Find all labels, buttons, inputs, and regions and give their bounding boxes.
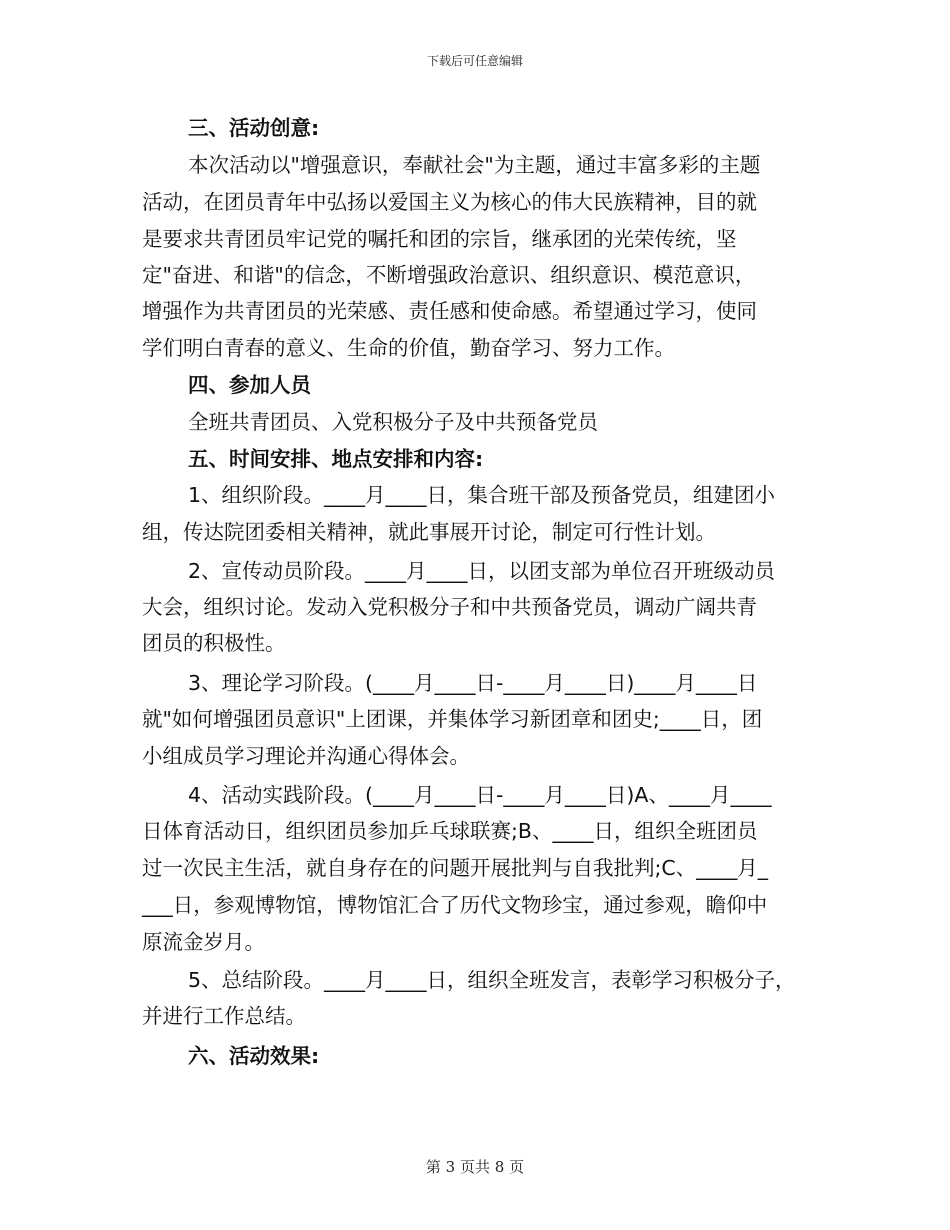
paragraph-line: 过一次民主生活，就自身存在的问题开展批判与自我批判;C、____月_ (142, 856, 768, 880)
paragraph-line: 全班共青团员、入党积极分子及中共预备党员 (188, 410, 598, 434)
paragraph-line: 增强作为共青团员的光荣感、责任感和使命感。希望通过学习，使同 (142, 299, 757, 323)
paragraph-line: 定"奋进、和谐"的信念，不断增强政治意识、组织意识、模范意识， (142, 263, 756, 287)
section-heading-activity-idea: 三、活动创意: (188, 116, 320, 140)
paragraph-line: 原流金岁月。 (142, 930, 265, 954)
paragraph-line: 并进行工作总结。 (142, 1004, 306, 1028)
page-footer: 第 3 页共 8 页 (425, 1158, 525, 1176)
paragraph-line: 活动，在团员青年中弘扬以爱国主义为核心的伟大民族精神，目的就 (142, 190, 757, 214)
paragraph-line: 本次活动以"增强意识，奉献社会"为主题，通过丰富多彩的主题 (188, 153, 761, 177)
paragraph-line: 2、宣传动员阶段。____月____日，以团支部为单位召开班级动员 (188, 559, 776, 583)
paragraph-line: 日体育活动日，组织团员参加乒乓球联赛;B、____日，组织全班团员 (142, 819, 758, 843)
paragraph-line: 大会，组织讨论。发动入党积极分子和中共预备党员，调动广阔共青 (142, 595, 757, 619)
paragraph-line: 小组成员学习理论并沟通心得体会。 (142, 744, 470, 768)
paragraph-line: 就"如何增强团员意识"上团课，并集体学习新团章和团史;____日，团 (142, 707, 763, 731)
paragraph-line: 组，传达院团委相关精神，就此事展开讨论，制定可行性计划。 (142, 520, 716, 544)
section-heading-schedule: 五、时间安排、地点安排和内容: (188, 447, 484, 471)
paragraph-line: 团员的积极性。 (142, 631, 286, 655)
page-header: 下载后可任意编辑 (426, 54, 523, 68)
section-heading-participants: 四、参加人员 (188, 373, 311, 397)
paragraph-line: 3、理论学习阶段。(____月____日-____月____日)____月____日 (188, 671, 758, 695)
paragraph-line: 学们明白青春的意义、生命的价值，勤奋学习、努力工作。 (142, 336, 675, 360)
paragraph-line: 4、活动实践阶段。(____月____日-____月____日)A、____月____ (188, 783, 772, 807)
paragraph-line: 5、总结阶段。____月____日，组织全班发言，表彰学习积极分子， (188, 968, 796, 992)
section-heading-activity-effect: 六、活动效果: (188, 1044, 320, 1068)
paragraph-line: ___日，参观博物馆，博物馆汇合了历代文物珍宝，通过参观，瞻仰中 (142, 893, 768, 917)
paragraph-line: 是要求共青团员牢记党的嘱托和团的宗旨，继承团的光荣传统，坚 (142, 227, 737, 251)
paragraph-line: 1、组织阶段。____月____日，集合班干部及预备党员，组建团小 (188, 483, 776, 507)
